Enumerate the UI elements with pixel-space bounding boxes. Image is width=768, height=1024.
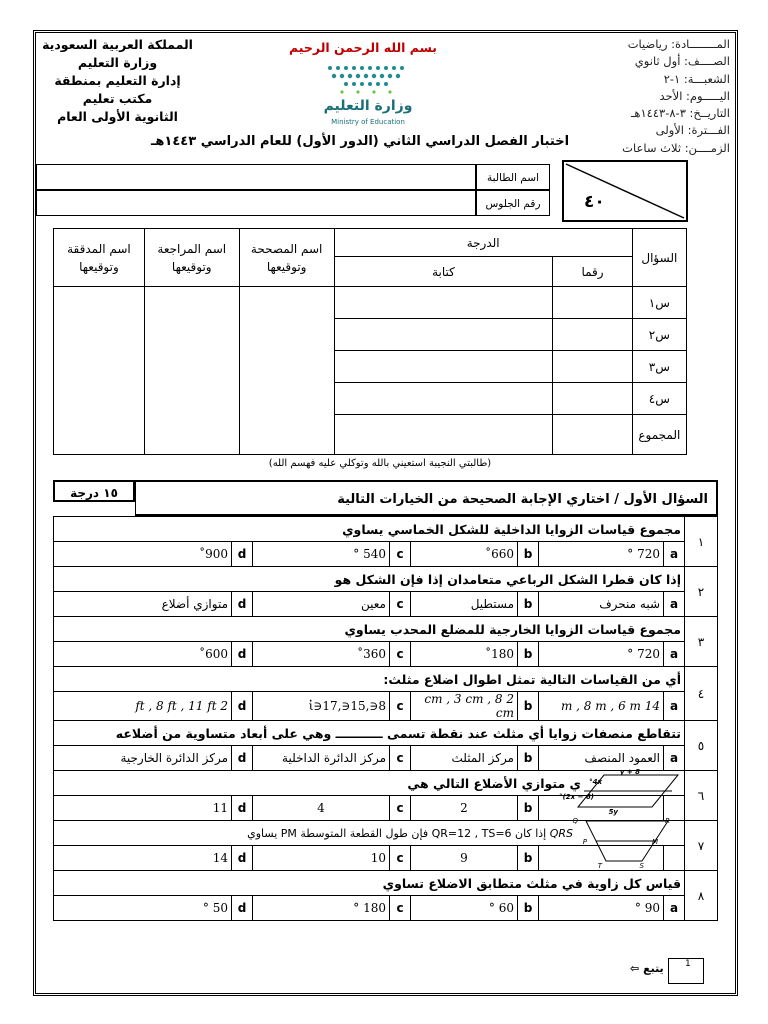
- option-letter: c: [390, 846, 411, 871]
- org-header: [30, 36, 205, 126]
- option-letter: b: [518, 692, 539, 721]
- options-row: [54, 896, 718, 921]
- option-letter: d: [232, 896, 253, 921]
- option-letter: b: [518, 592, 539, 617]
- figure-label: S: [639, 862, 644, 870]
- option-letter: c: [390, 746, 411, 771]
- grade-line: الصــــف: أول ثانوي: [634, 54, 730, 69]
- option-b[interactable]: 9: [411, 846, 518, 871]
- row-label: س٤: [632, 383, 686, 415]
- words-col-header: كتابة: [334, 257, 553, 287]
- option-letter: d: [232, 542, 253, 567]
- kingdom-line: المملكة العربية السعودية: [42, 37, 193, 52]
- option-a[interactable]: 14 m , 8 m , 6 m: [539, 692, 664, 721]
- option-letter: d: [232, 846, 253, 871]
- question-row: [54, 771, 718, 796]
- option-letter: c: [390, 542, 411, 567]
- digits-cell[interactable]: [553, 383, 632, 415]
- corrector-col-header: اسم المصححة وتوقيعها: [239, 229, 334, 287]
- question-number: ١: [685, 517, 718, 567]
- option-letter: c: [390, 642, 411, 667]
- options-row: [54, 592, 718, 617]
- option-letter: a: [664, 542, 685, 567]
- row-label: المجموع: [632, 415, 686, 455]
- option-letter: d: [232, 642, 253, 667]
- option-b[interactable]: 660˚: [411, 542, 518, 567]
- row-label: س١: [632, 287, 686, 319]
- question-row: [54, 871, 718, 896]
- option-letter: c: [390, 592, 411, 617]
- section1-title: السؤال الأول / اختاري الإجابة الصحيحة من الخيارات التالية: [135, 480, 718, 516]
- question-text: إذا كان قطرا الشكل الرباعي متعامدان إذا فإن الشكل هو: [54, 567, 685, 592]
- option-letter: a: [664, 746, 685, 771]
- date-line: التاريــخ: ٣-٨-١٤٤٣هـ: [631, 106, 730, 121]
- reviewer-col-header: اسم المراجعة وتوقيعها: [144, 229, 239, 287]
- option-d[interactable]: 600˚: [54, 642, 232, 667]
- duration-line: الزمــــن: ثلاث ساعات: [622, 140, 730, 155]
- page-number: 1: [685, 959, 691, 969]
- digits-col-header: رقما: [553, 257, 632, 287]
- seat-number-field[interactable]: [36, 190, 476, 216]
- option-c[interactable]: 8∈,15∈,17∈ἰ: [253, 692, 390, 721]
- day-line: اليـــــوم: الأحد: [659, 88, 730, 103]
- words-cell[interactable]: [334, 415, 553, 455]
- figure-label: M: [651, 838, 658, 846]
- question-number: ٨: [685, 871, 718, 921]
- options-row: [54, 692, 718, 721]
- question-number: ٥: [685, 721, 718, 771]
- option-b[interactable]: 180˚: [411, 642, 518, 667]
- option-b[interactable]: مركز المثلث: [411, 746, 518, 771]
- words-cell[interactable]: [334, 351, 553, 383]
- grade-col-header: الدرجة: [334, 229, 632, 257]
- option-d[interactable]: 2 ft , 8 ft , 11 ft: [54, 692, 232, 721]
- question-number: ٢: [685, 567, 718, 617]
- option-letter: b: [518, 642, 539, 667]
- figure-label: T: [597, 862, 602, 870]
- exam-title: اختبار الفصل الدراسي الثاني (الدور الأول) للعام الدراسي ١٤٤٣هـ: [150, 134, 570, 149]
- diagonal-line-icon: [564, 162, 686, 220]
- total-score-box: [562, 160, 688, 222]
- option-d[interactable]: 11: [54, 796, 232, 821]
- basmala: بسم الله الرحمن الرحيم: [289, 40, 437, 55]
- options-row: [54, 542, 718, 567]
- question-number: ٦: [685, 771, 718, 821]
- questions-table: [53, 516, 718, 921]
- option-letter: b: [518, 796, 539, 821]
- option-d[interactable]: مركز الدائرة الخارجية: [54, 746, 232, 771]
- option-letter: c: [390, 692, 411, 721]
- section-line: الشعبـــة: ١-٢: [663, 71, 730, 86]
- school-line: الثانوية الأولى العام: [57, 109, 178, 124]
- motto: (طالبتي النجيبة استعيني بالله وتوكلي عليه فهسم الله): [268, 458, 492, 469]
- option-b[interactable]: 2 cm , 3 cm , 8 cm: [411, 692, 518, 721]
- parallelogram-figure-icon: [559, 768, 682, 816]
- trapezoid-figure-icon: [572, 817, 682, 869]
- option-a[interactable]: 720 °: [539, 642, 664, 667]
- grades-table: [53, 228, 687, 455]
- question-number: ٣: [685, 617, 718, 667]
- question-col-header: السؤال: [632, 229, 686, 287]
- total-score: ٤٠: [584, 192, 605, 212]
- auditor-col-header: اسم المدققة وتوقيعها: [54, 229, 145, 287]
- words-cell[interactable]: [334, 287, 553, 319]
- option-a[interactable]: 720 °: [539, 542, 664, 567]
- option-letter: b: [518, 846, 539, 871]
- option-c[interactable]: 10: [253, 846, 390, 871]
- option-letter: c: [390, 796, 411, 821]
- exam-info: [565, 36, 730, 157]
- question-text-label: ي متوازي الأضلاع التالي هي: [407, 775, 581, 791]
- corrector-cell[interactable]: [239, 287, 334, 455]
- option-c[interactable]: 4: [253, 796, 390, 821]
- option-b[interactable]: 60 °: [411, 896, 518, 921]
- digits-cell[interactable]: [553, 351, 632, 383]
- subject-line: المــــــــادة: رياضيات: [627, 37, 730, 51]
- option-d[interactable]: 900˚: [54, 542, 232, 567]
- digits-cell[interactable]: [553, 319, 632, 351]
- option-letter: c: [390, 896, 411, 921]
- question-text: تتقاطع منصفات زوايا أي مثلث عند نقطة تسمى ـــــــــــ وهي على أبعاد متساوية من أضلاعه: [54, 721, 685, 746]
- row-label: س٣: [632, 351, 686, 383]
- option-c[interactable]: مركز الدائرة الداخلية: [253, 746, 390, 771]
- admin-line: إدارة التعليم بمنطقة: [54, 73, 181, 88]
- option-letter: d: [232, 746, 253, 771]
- option-letter: d: [232, 796, 253, 821]
- question-row: [54, 821, 718, 846]
- ministry-logo-icon: [318, 60, 418, 100]
- seat-number-label: رقم الجلوس: [476, 190, 550, 216]
- question-row: [54, 567, 718, 592]
- question-text: قياس كل زاوية في مثلث متطابق الاضلاع تساوي: [54, 871, 685, 896]
- figure-label: 4x°: [589, 778, 602, 786]
- figure-label: (2x − 6)°: [559, 793, 594, 801]
- page-number-box: [668, 958, 704, 984]
- option-letter: d: [232, 592, 253, 617]
- option-c[interactable]: معين: [253, 592, 390, 617]
- reviewer-cell[interactable]: [144, 287, 239, 455]
- question-row: [54, 667, 718, 692]
- options-row: [54, 746, 718, 771]
- option-b[interactable]: 2: [411, 796, 518, 821]
- option-c[interactable]: 180 °: [253, 896, 390, 921]
- option-letter: a: [664, 642, 685, 667]
- words-cell[interactable]: [334, 383, 553, 415]
- question-text: مجموع قياسات الزوايا الخارجية للمضلع المحدب يساوي: [54, 617, 685, 642]
- arrow-left-icon: ⇦: [630, 962, 640, 975]
- question-text: أي من القياسات التالية تمثل اطوال اضلاع مثلث:: [54, 667, 685, 692]
- option-letter: b: [518, 746, 539, 771]
- digits-cell[interactable]: [553, 287, 632, 319]
- option-letter: a: [664, 592, 685, 617]
- option-d[interactable]: 50 °: [54, 896, 232, 921]
- option-letter: a: [664, 692, 685, 721]
- question-row: [54, 617, 718, 642]
- student-name-field[interactable]: [36, 164, 476, 190]
- option-c[interactable]: 540 °: [253, 542, 390, 567]
- office-line: مكتب تعليم: [82, 91, 153, 106]
- option-a[interactable]: العمود المنصف: [539, 746, 664, 771]
- option-a[interactable]: شبه منحرف: [539, 592, 664, 617]
- digits-cell[interactable]: [553, 415, 632, 455]
- figure-label: y + 8: [619, 768, 640, 776]
- question-row: [54, 517, 718, 542]
- row-label: س٢: [632, 319, 686, 351]
- option-letter: b: [518, 896, 539, 921]
- options-row: [54, 642, 718, 667]
- next-label: يتبع: [643, 962, 664, 975]
- option-a[interactable]: 90 °: [539, 896, 664, 921]
- question-row: [54, 721, 718, 746]
- question-number: ٧: [685, 821, 718, 871]
- option-letter: b: [518, 542, 539, 567]
- words-cell[interactable]: [334, 319, 553, 351]
- logo-title: وزارة التعليم: [323, 98, 413, 114]
- logo-subtitle: Ministry of Education: [331, 118, 405, 126]
- figure-label: R: [665, 817, 670, 825]
- figure-name: QRS: [549, 826, 573, 840]
- question-number: ٤: [685, 667, 718, 721]
- figure-label: Q: [572, 817, 578, 825]
- option-d[interactable]: متوازي أضلاع: [54, 592, 232, 617]
- next-page-indicator: [630, 962, 664, 975]
- ministry-line: وزارة التعليم: [77, 55, 158, 70]
- section1-marks: ١٥ درجة: [53, 480, 135, 502]
- question-text-label: إذا كان QR=12 , TS=6 فإن طول القطعة المتوسطة PM يساوي: [247, 826, 547, 840]
- option-letter: d: [232, 692, 253, 721]
- student-name-label: اسم الطالبة: [476, 164, 550, 190]
- question-text: مجموع قياسات الزوايا الداخلية للشكل الخماسي يساوي: [54, 517, 685, 542]
- period-line: الفـــترة: الأولى: [655, 123, 730, 138]
- option-d[interactable]: 14: [54, 846, 232, 871]
- grade-row: [54, 287, 687, 319]
- figure-label: 5y: [608, 808, 618, 816]
- option-c[interactable]: 360˚: [253, 642, 390, 667]
- option-b[interactable]: مستطيل: [411, 592, 518, 617]
- option-letter: a: [664, 896, 685, 921]
- figure-label: P: [582, 838, 587, 846]
- auditor-cell[interactable]: [54, 287, 145, 455]
